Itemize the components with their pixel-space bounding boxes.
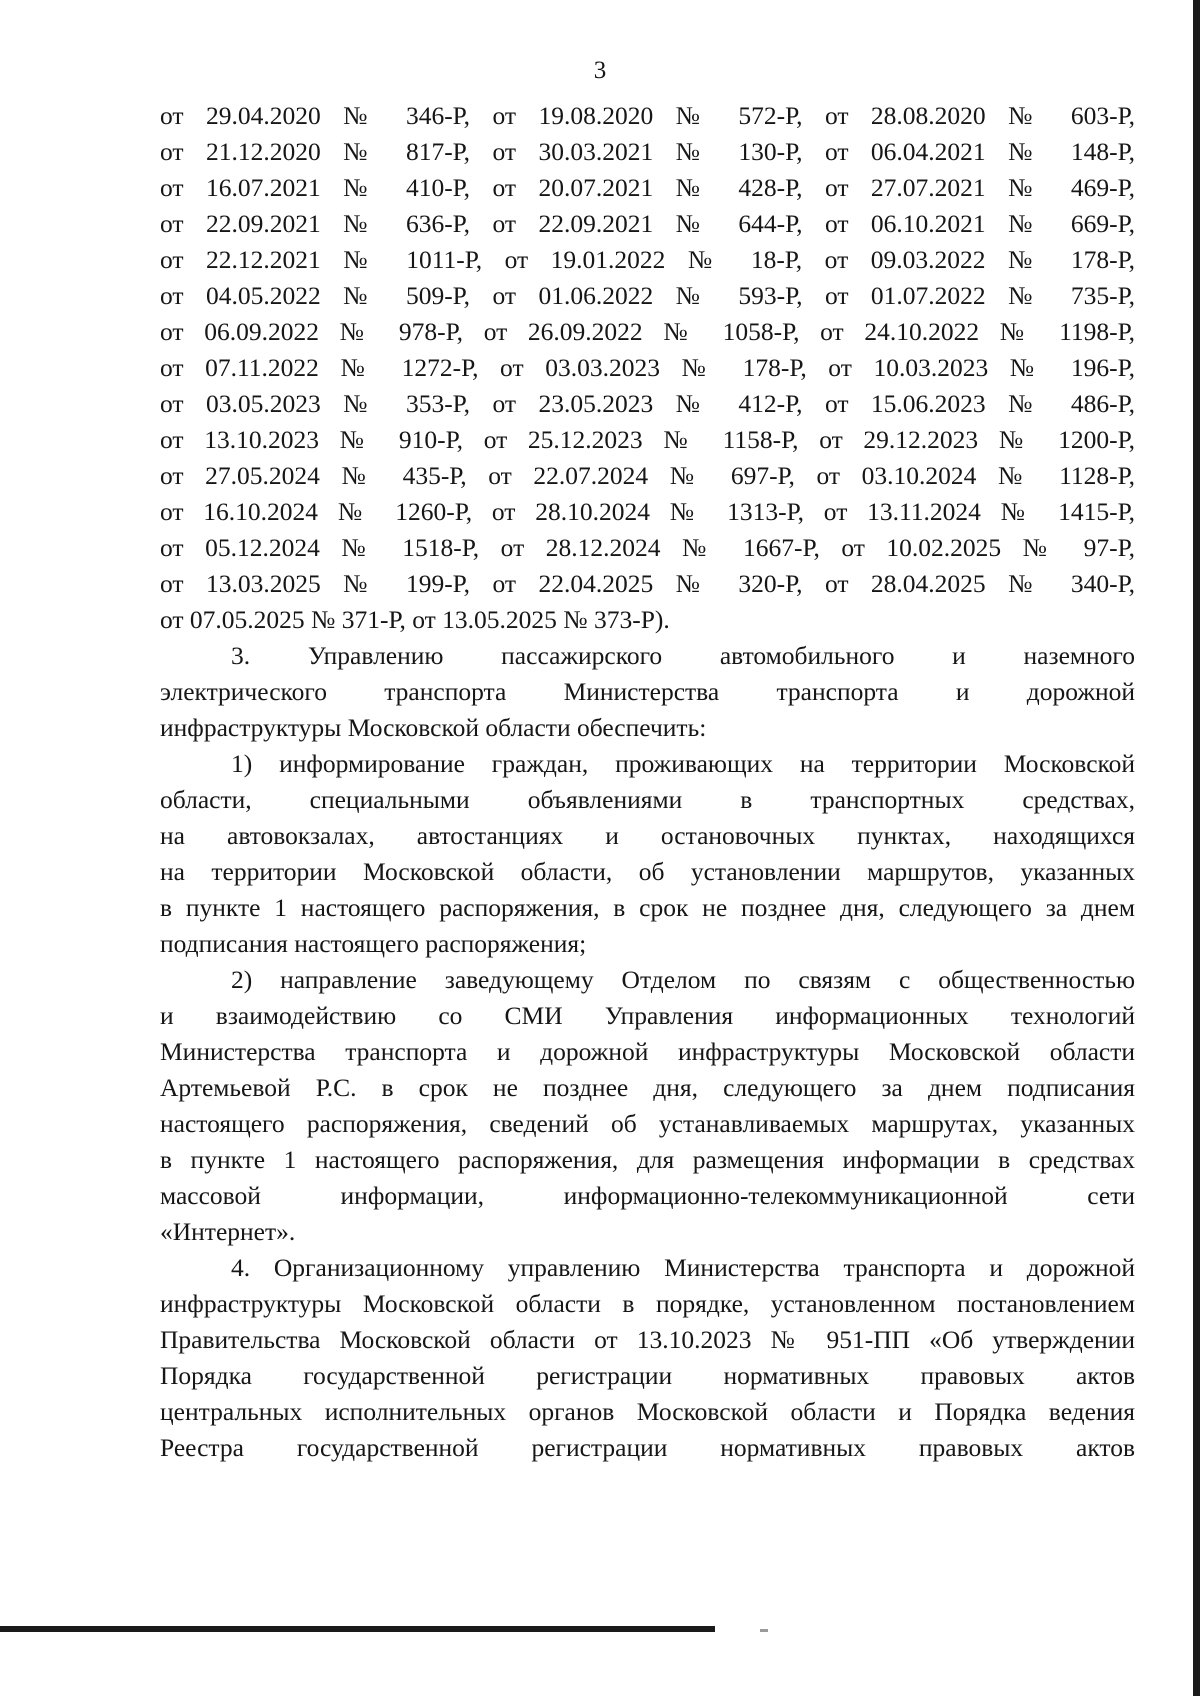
text-line: Правительства Московской области от 13.10.2023 № 951-ПП «Об утверждении xyxy=(160,1325,1135,1354)
scan-right-edge xyxy=(1193,0,1200,1696)
text-line: в пункте 1 настоящего распоряжения, в срок не позднее дня, следующего за днем xyxy=(160,893,1135,922)
text-line: от 05.12.2024 № 1518-Р, от 28.12.2024 № 1667-Р, от 10.02.2025 № 97-Р, xyxy=(160,533,1135,562)
text-line: от 06.09.2022 № 978-Р, от 26.09.2022 № 1058-Р, от 24.10.2022 № 1198-Р, xyxy=(160,317,1135,346)
text-line: 2) направление заведующему Отделом по связям с общественностью xyxy=(231,965,1135,994)
page-number: 3 xyxy=(593,57,607,84)
text-line: от 22.12.2021 № 1011-Р, от 19.01.2022 № 18-Р, от 09.03.2022 № 178-Р, xyxy=(160,245,1135,274)
text-line: от 13.10.2023 № 910-Р, от 25.12.2023 № 1158-Р, от 29.12.2023 № 1200-Р, xyxy=(160,425,1135,454)
text-line: электрического транспорта Министерства транспорта и дорожной xyxy=(160,677,1135,706)
text-line: «Интернет». xyxy=(160,1217,296,1246)
text-line: от 04.05.2022 № 509-Р, от 01.06.2022 № 593-Р, от 01.07.2022 № 735-Р, xyxy=(160,281,1135,310)
text-line: от 16.10.2024 № 1260-Р, от 28.10.2024 № 1313-Р, от 13.11.2024 № 1415-Р, xyxy=(160,497,1135,526)
text-line: инфраструктуры Московской области в порядке, установленном постановлением xyxy=(160,1289,1135,1318)
text-line: от 29.04.2020 № 346-Р, от 19.08.2020 № 572-Р, от 28.08.2020 № 603-Р, xyxy=(160,101,1135,130)
text-line: Министерства транспорта и дорожной инфраструктуры Московской области xyxy=(160,1037,1135,1066)
text-line: от 07.05.2025 № 371-Р, от 13.05.2025 № 373-Р). xyxy=(160,605,670,634)
text-line: от 13.03.2025 № 199-Р, от 22.04.2025 № 320-Р, от 28.04.2025 № 340-Р, xyxy=(160,569,1135,598)
text-line: Реестра государственной регистрации нормативных правовых актов xyxy=(160,1433,1135,1462)
text-line: от 03.05.2023 № 353-Р, от 23.05.2023 № 412-Р, от 15.06.2023 № 486-Р, xyxy=(160,389,1135,418)
text-line: от 21.12.2020 № 817-Р, от 30.03.2021 № 130-Р, от 06.04.2021 № 148-Р, xyxy=(160,137,1135,166)
text-line: настоящего распоряжения, сведений об устанавливаемых маршрутах, указанных xyxy=(160,1109,1135,1138)
text-line: от 27.05.2024 № 435-Р, от 22.07.2024 № 697-Р, от 03.10.2024 № 1128-Р, xyxy=(160,461,1135,490)
text-line: массовой информации, информационно-телекоммуникационной сети xyxy=(160,1181,1135,1210)
text-line: центральных исполнительных органов Московской области и Порядка ведения xyxy=(160,1397,1135,1426)
document-body xyxy=(160,98,1135,1466)
text-line: инфраструктуры Московской области обеспечить: xyxy=(160,713,707,742)
scan-bottom-edge-fragment xyxy=(760,1629,768,1632)
text-line: в пункте 1 настоящего распоряжения, для размещения информации в средствах xyxy=(160,1145,1135,1174)
text-line: 3. Управлению пассажирского автомобильного и наземного xyxy=(231,641,1135,670)
scan-bottom-edge xyxy=(0,1626,715,1632)
text-line: 1) информирование граждан, проживающих на территории Московской xyxy=(231,749,1135,778)
text-line: от 22.09.2021 № 636-Р, от 22.09.2021 № 644-Р, от 06.10.2021 № 669-Р, xyxy=(160,209,1135,238)
text-line: от 16.07.2021 № 410-Р, от 20.07.2021 № 428-Р, от 27.07.2021 № 469-Р, xyxy=(160,173,1135,202)
text-line: от 07.11.2022 № 1272-Р, от 03.03.2023 № 178-Р, от 10.03.2023 № 196-Р, xyxy=(160,353,1135,382)
text-line: области, специальными объявлениями в транспортных средствах, xyxy=(160,785,1135,814)
text-line: 4. Организационному управлению Министерства транспорта и дорожной xyxy=(231,1253,1135,1282)
text-line: на автовокзалах, автостанциях и остановочных пунктах, находящихся xyxy=(160,821,1135,850)
text-line: Артемьевой Р.С. в срок не позднее дня, следующего за днем подписания xyxy=(160,1073,1135,1102)
text-line: Порядка государственной регистрации нормативных правовых актов xyxy=(160,1361,1135,1390)
text-line: подписания настоящего распоряжения; xyxy=(160,929,587,958)
text-line: и взаимодействию со СМИ Управления информационных технологий xyxy=(160,1001,1135,1030)
text-line: на территории Московской области, об установлении маршрутов, указанных xyxy=(160,857,1135,886)
